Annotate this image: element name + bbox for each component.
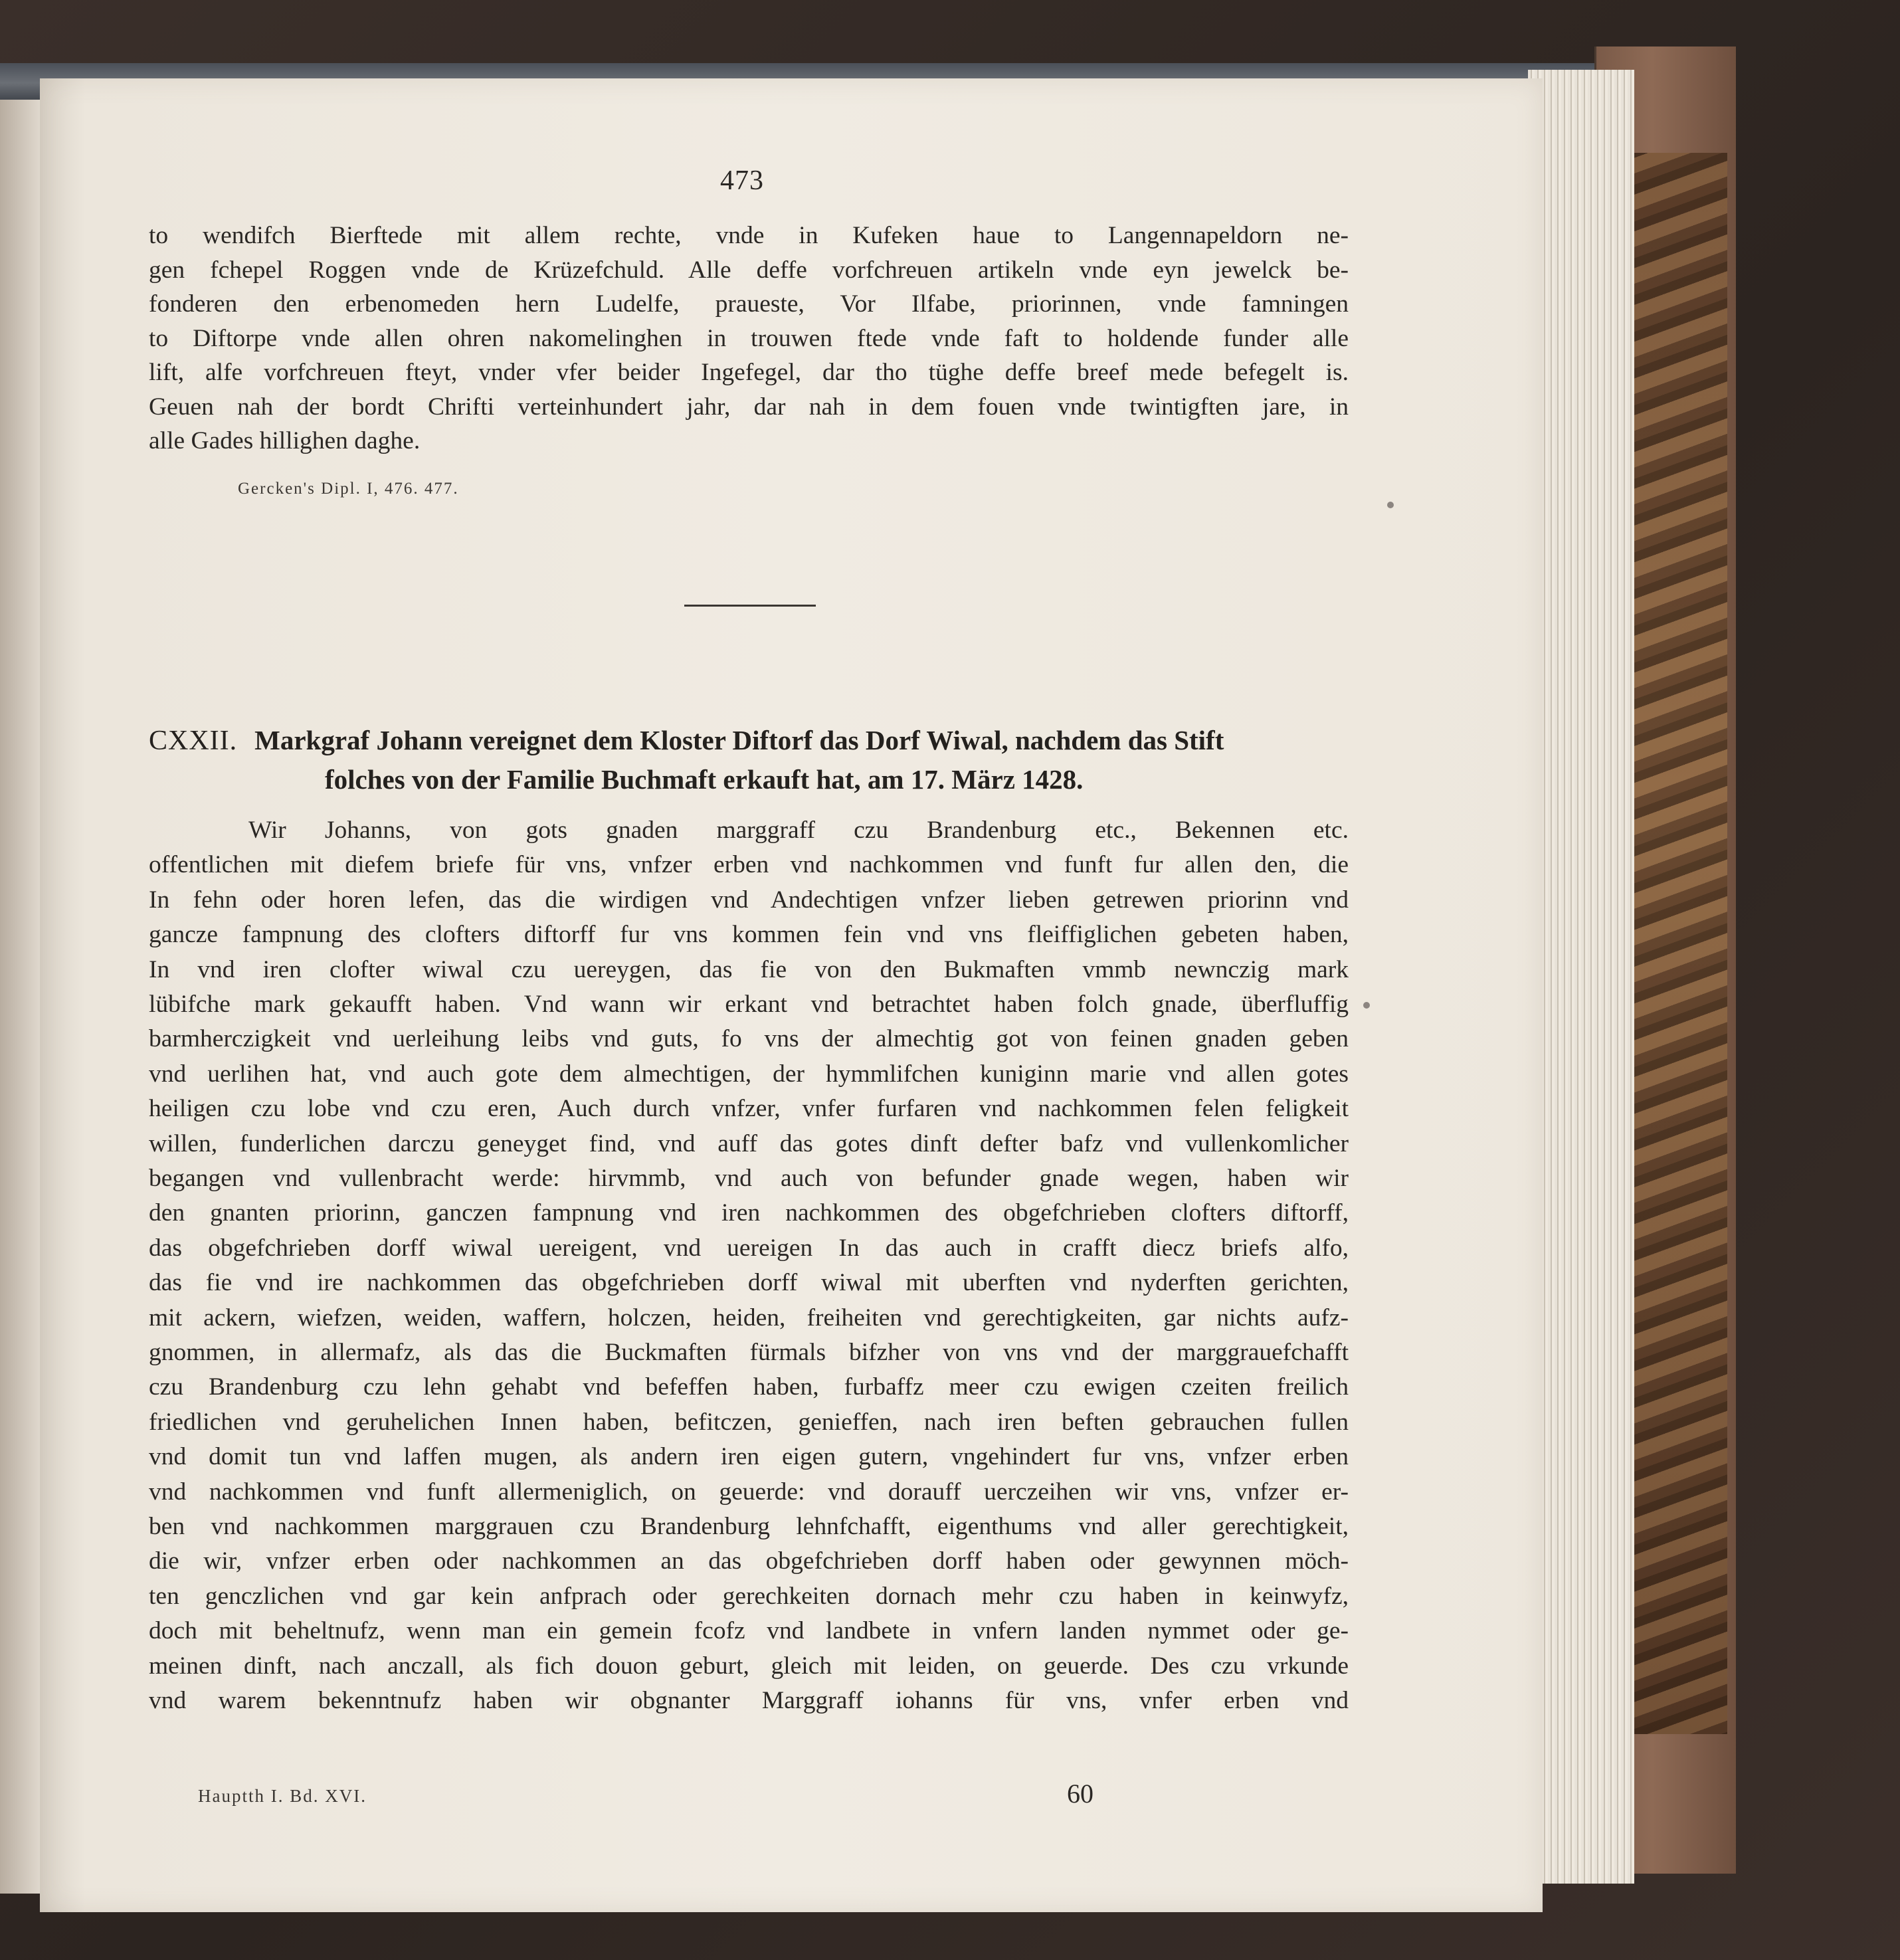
text-line: das fie vnd ire nachkommen das obgefchrieben dorff wiwal mit uberften vnd nyderften gerichten, xyxy=(149,1269,1349,1297)
scan-speck xyxy=(1363,1002,1370,1009)
source-note: Gercken's Dipl. I, 476. 477. xyxy=(238,480,459,498)
text-line: In fehn oder horen lefen, das die wirdigen vnd Andechtigen vnfzer lieben getrewen priorinn vnd xyxy=(149,886,1349,914)
text-line: vnd warem bekenntnufz haben wir obgnanter Marggraff iohanns für vns, vnfer erben vnd xyxy=(149,1687,1349,1714)
text-line: vnd uerlihen hat, vnd auch gote dem almechtigen, der hymmlifchen kuniginn marie vnd allen gotes xyxy=(149,1060,1349,1088)
text-line: gancze fampnung des clofters diftorff fur vns kommen fein vnd vns fleiffiglichen gebeten haben, xyxy=(149,921,1349,949)
text-line: doch mit beheltnufz, wenn man ein gemein fcofz vnd landbete in vnfern landen nymmet oder ge- xyxy=(149,1617,1349,1645)
text-line: meinen dinft, nach anczall, als fich douon geburt, gleich mit leiden, on geuerde. Des czu vrkunde xyxy=(149,1652,1349,1680)
text-line: In vnd iren clofter wiwal czu uereygen, das fie von den Bukmaften vmmb newnczig mark xyxy=(149,955,1349,983)
text-line: vnd domit tun vnd laffen mugen, als andern iren eigen gutern, vngehindert fur vns, vnfzer erben xyxy=(149,1443,1349,1471)
text-line: das obgefchrieben dorff wiwal uereigent, vnd uereigen In das auch in crafft diecz briefs alfo, xyxy=(149,1234,1349,1262)
text-line: to wendifch Bierftede mit allem rechte, vnde in Kufeken haue to Langennapeldorn ne- xyxy=(149,222,1349,249)
text-line: vnd nachkommen vnd funft allermeniglich, on geuerde: vnd dorauff uerczeihen wir vns, vnfzer er- xyxy=(149,1478,1349,1506)
text-line: offentlichen mit diefem briefe für vns, vnfzer erben vnd nachkommen vnd funft fur allen den, die xyxy=(149,851,1349,879)
text-line: ben vnd nachkommen marggrauen czu Brandenburg lehnfchafft, eigenthums vnd aller gerechtigkeit, xyxy=(149,1513,1349,1540)
footer-sheet-number: 60 xyxy=(1067,1779,1093,1809)
text-line: alle Gades hillighen daghe. xyxy=(149,427,421,454)
section-heading xyxy=(149,721,1349,799)
text-line: czu Brandenburg czu lehn gehabt vnd befeffen haben, furbaffz meer czu ewigen czeiten freilich xyxy=(149,1373,1349,1401)
page-edges xyxy=(1528,70,1634,1884)
text-line: gnommen, in allermafz, als das die Buckmaften fürmals bifzher von vns vnd der marggrauefchafft xyxy=(149,1339,1349,1366)
text-line: lift, alfe vorfchreuen fteyt, vnder vfer beider Ingefegel, dar tho tüghe deffe breef mede befegelt is. xyxy=(149,359,1349,386)
text-line: willen, funderlichen darczu geneyget find, vnd auff das gotes dinft defter bafz vnd vullenkomlicher xyxy=(149,1129,1349,1157)
text-line: ten genczlichen vnd gar kein anfprach oder gerechkeiten dornach mehr czu haben in keinwyfz, xyxy=(149,1582,1349,1610)
text-line: lübifche mark gekaufft haben. Vnd wann wir erkant vnd betrachtet haben folch gnade, überfluffig xyxy=(149,991,1349,1018)
text-line: barmherczigkeit vnd uerleihung leibs vnd guts, fo vns der almechtig got von feinen gnaden geben xyxy=(149,1025,1349,1053)
text-line: friedlichen vnd geruhelichen Innen haben, befitczen, genieffen, nach iren beften gebrauchen fullen xyxy=(149,1408,1349,1436)
text-line: Geuen nah der bordt Chrifti verteinhundert jahr, dar nah in dem fouen vnde twintigften jare, in xyxy=(149,393,1349,421)
text-line: begangen vnd vullenbracht werde: hirvmmb, vnd auch von befunder gnade wegen, haben wir xyxy=(149,1165,1349,1192)
text-line: den gnanten priorinn, ganczen fampnung vnd iren nachkommen des obgefchrieben clofters diftorff, xyxy=(149,1199,1349,1227)
text-line: heiligen czu lobe vnd czu eren, Auch durch vnfzer, vnfer furfaren vnd nachkommen felen feligkeit xyxy=(149,1095,1349,1123)
text-line: mit ackern, wiefzen, weiden, waffern, holczen, heiden, freiheiten vnd gerechtigkeiten, gar nichts aufz- xyxy=(149,1304,1349,1331)
text-line: Wir Johanns, von gots gnaden marggraff czu Brandenburg etc., Bekennen etc. xyxy=(248,817,1349,844)
section-number: CXXII. xyxy=(149,726,238,756)
text-line: die wir, vnfzer erben oder nachkommen an das obgefchrieben dorff haben oder gewynnen möch- xyxy=(149,1547,1349,1575)
heading-line-1: Markgraf Johann vereignet dem Kloster Diftorf das Dorf Wiwal, nachdem das Stift xyxy=(254,725,1224,755)
text-line: to Diftorpe vnde allen ohren nakomelinghen in trouwen ftede vnde faft to holdende funder alle xyxy=(149,324,1349,352)
marbled-endpaper xyxy=(1621,153,1727,1734)
scan-speck xyxy=(1387,502,1394,508)
section-divider xyxy=(684,605,816,607)
footer-signature: Hauptth I. Bd. XVI. xyxy=(198,1786,367,1806)
page-number: 473 xyxy=(720,165,764,196)
heading-line-2: folches von der Familie Buchmaft erkauft hat, am 17. März 1428. xyxy=(325,764,1084,795)
text-line: fonderen den erbenomeden hern Ludelfe, praueste, Vor Ilfabe, priorinnen, vnde famningen xyxy=(149,290,1349,318)
text-line: gen fchepel Roggen vnde de Krüzefchuld. Alle deffe vorfchreuen artikeln vnde eyn jewelck be- xyxy=(149,256,1349,284)
